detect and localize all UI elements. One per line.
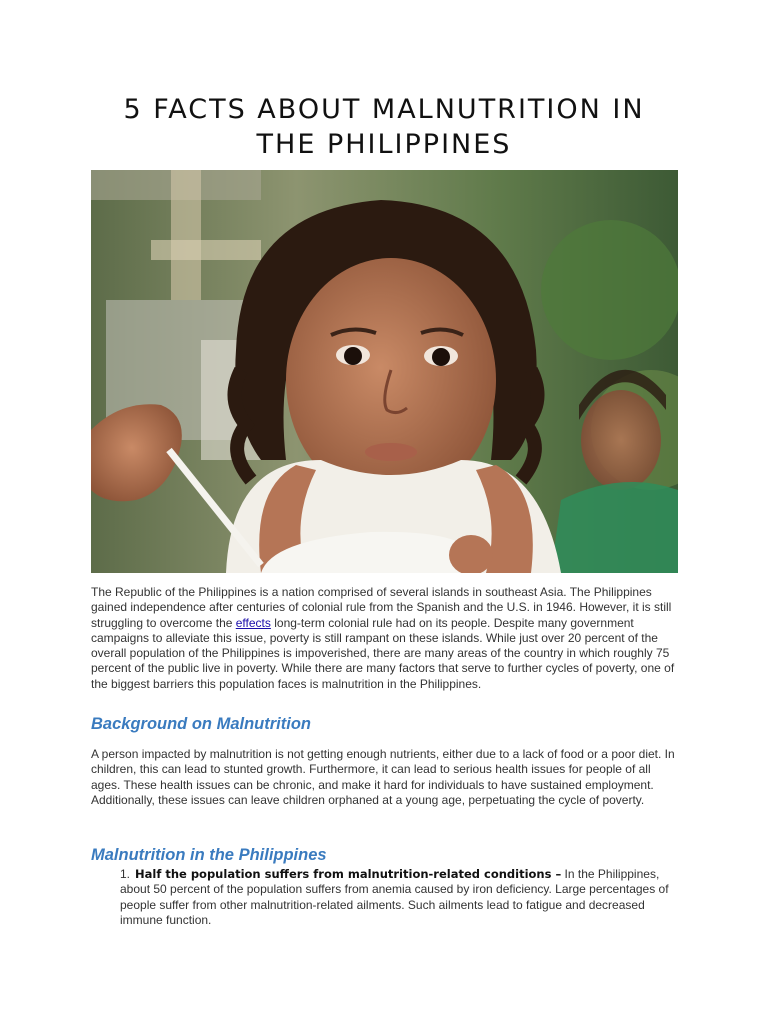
fact-heading: Half the population suffers from malnutrition-related conditions – [135,867,562,881]
effects-link[interactable]: effects [235,615,271,630]
philippines-heading: Malnutrition in the Philippines [91,846,327,864]
intro-paragraph [91,585,681,692]
background-heading: Background on Malnutrition [91,715,311,733]
child-eating-photo [91,170,678,573]
fact-text: In the Philippines, about 50 percent of the population suffers from anemia caused by iron deficiency. Large percentages of people suffer from other malnutrition-related ailments. Such ailments lead to fatigue and decreased immune function. [120,867,669,927]
hero-photo [91,170,678,573]
background-paragraph: A person impacted by malnutrition is not getting enough nutrients, either due to a lack of food or a poor diet. In children, this can lead to stunted growth. Furthermore, it can lead to serious health issues for people of all ages. These health issues can be chronic, and make it hard for individuals to have sustained employment. Additionally, these issues can leave children orphaned at a young age, perpetuating the cycle of poverty. [91,747,675,807]
intro-text-after-link: long-term colonial rule had on its people. Despite many government campaigns to alleviate this issue, poverty is still rampant on these islands. While just over 20 percent of the overall population of the Philippines is impoverished, there are many areas of the country in which roughly 75 percent of the public live in poverty. While there are many factors that serve to further cycles of poverty, one of the biggest barriers this population faces is malnutrition in the Philippines. [91,615,675,691]
intro-text-before-link: The Republic of the Philippines is a nation comprised of several islands in southeast Asia. The Philippines gained independence after centuries of colonial rule from the Spanish and the U.S. in 1946. However, it is still struggling to overcome the [91,585,672,630]
facts-list [120,867,675,928]
page-title: 5 FACTS ABOUT MALNUTRITION IN THE PHILIPPINES [123,94,645,160]
fact-number: 1. [120,867,131,881]
list-item [120,867,675,928]
fact-body [120,867,675,928]
